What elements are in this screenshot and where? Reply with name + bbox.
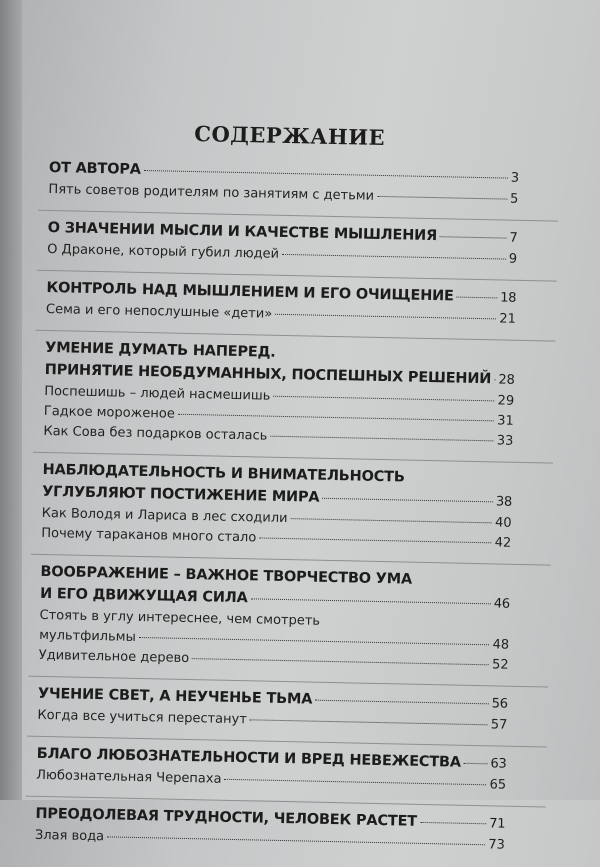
page-number: 21 bbox=[499, 311, 517, 327]
toc-section bbox=[36, 743, 507, 796]
toc-entry: Пять советов родителям по занятиям с детьми bbox=[48, 181, 375, 204]
page-number: 28 bbox=[498, 372, 515, 388]
page-number: 3 bbox=[510, 170, 519, 186]
book-binding-shadow bbox=[0, 0, 22, 800]
toc-entry: Как Сова без подарков осталась bbox=[43, 423, 268, 444]
page-number: 57 bbox=[490, 717, 508, 733]
dot-leader bbox=[291, 518, 493, 523]
page-title: СОДЕРЖАНИЕ bbox=[194, 121, 386, 151]
page-number: 73 bbox=[488, 837, 506, 853]
toc-entry: Злая вода bbox=[34, 827, 105, 845]
toc-entry: Как Володя и Лариса в лес сходили bbox=[41, 505, 288, 527]
toc-entry-continued: мультфильмы bbox=[39, 627, 136, 645]
toc-entry: Любознательная Черепаха bbox=[36, 767, 222, 787]
page-number: 38 bbox=[495, 494, 513, 510]
dot-leader bbox=[250, 719, 488, 725]
page-number: 31 bbox=[497, 413, 514, 429]
dot-leader bbox=[144, 170, 508, 179]
toc-heading: ОТ АВТОРА bbox=[48, 159, 141, 178]
page-number: 5 bbox=[509, 191, 519, 207]
dot-leader bbox=[139, 637, 490, 645]
dot-leader bbox=[457, 297, 497, 299]
dot-leader bbox=[377, 196, 507, 200]
page-number: 48 bbox=[492, 637, 510, 653]
dot-leader bbox=[270, 436, 493, 442]
page-number: 42 bbox=[494, 535, 512, 551]
toc-heading: НАБЛЮДАТЕЛЬНОСТЬ И ВНИМАТЕЛЬНОСТЬ bbox=[42, 461, 405, 486]
page-number: 7 bbox=[509, 230, 518, 246]
page-number: 9 bbox=[508, 251, 518, 267]
toc-heading-continued: И ЕГО ДВИЖУЩАЯ СИЛА bbox=[39, 585, 248, 607]
dot-leader bbox=[420, 822, 486, 824]
toc-heading: БЛАГО ЛЮБОЗНАТЕЛЬНОСТИ И ВРЕД НЕВЕЖЕСТВА bbox=[36, 745, 462, 771]
toc-section bbox=[35, 803, 506, 856]
page-number: 71 bbox=[489, 816, 506, 832]
toc-heading: О ЗНАЧЕНИИ МЫСЛИ И КАЧЕСТВЕ МЫШЛЕНИЯ bbox=[47, 219, 438, 245]
dot-leader bbox=[259, 537, 491, 543]
toc-section bbox=[47, 217, 518, 270]
page-number: 52 bbox=[491, 657, 509, 673]
toc-entry: Почему тараканов много стало bbox=[41, 525, 257, 546]
toc-entry: Сема и его непослушные «дети» bbox=[45, 301, 273, 322]
toc-section bbox=[43, 337, 515, 452]
dot-leader bbox=[494, 379, 495, 380]
toc-entry: Гадкое мороженое bbox=[43, 403, 175, 422]
toc-entry: Поспешишь – людей насмешишь bbox=[44, 383, 271, 404]
page-number: 46 bbox=[493, 596, 511, 612]
toc-entry: Удивительное дерево bbox=[38, 647, 190, 667]
dot-leader bbox=[107, 836, 485, 845]
toc-heading: ПРЕОДОЛЕВАЯ ТРУДНОСТИ, ЧЕЛОВЕК РАСТЕТ bbox=[35, 805, 418, 830]
toc-section bbox=[41, 459, 513, 554]
toc-section bbox=[46, 277, 517, 330]
toc-section bbox=[37, 683, 508, 736]
toc-section bbox=[39, 561, 511, 676]
page-number: 18 bbox=[500, 290, 517, 306]
dot-leader bbox=[440, 236, 507, 238]
toc-entry: Когда все учиться перестанут bbox=[37, 707, 248, 728]
toc-heading-continued: УГЛУБЛЯЮТ ПОСТИЖЕНИЕ МИРА bbox=[41, 483, 320, 506]
dot-leader bbox=[275, 314, 496, 320]
dot-leader bbox=[178, 414, 494, 422]
toc-heading: УЧЕНИЕ СВЕТ, А НЕУЧЕНЬЕ ТЬМА bbox=[37, 685, 313, 708]
dot-leader bbox=[464, 763, 488, 764]
dot-leader bbox=[225, 779, 487, 785]
dot-leader bbox=[322, 498, 493, 503]
page-number: 29 bbox=[497, 393, 515, 409]
toc-heading-continued: ПРИНЯТИЕ НЕОБДУМАННЫХ, ПОСПЕШНЫХ РЕШЕНИЙ bbox=[44, 361, 492, 388]
page-number: 33 bbox=[496, 433, 514, 449]
dot-leader bbox=[315, 700, 488, 705]
dot-leader bbox=[251, 598, 491, 604]
toc-entry: О Драконе, который губил людей bbox=[47, 241, 280, 262]
toc-heading: КОНТРОЛЬ НАД МЫШЛЕНИЕМ И ЕГО ОЧИЩЕНИЕ bbox=[46, 279, 454, 305]
page-number: 65 bbox=[489, 777, 507, 793]
toc-section bbox=[48, 157, 519, 210]
toc-heading: ВООБРАЖЕНИЕ – ВАЖНОЕ ТВОРЧЕСТВО УМА bbox=[40, 563, 413, 588]
dot-leader bbox=[273, 396, 494, 402]
page-number: 56 bbox=[491, 696, 508, 712]
dot-leader bbox=[192, 658, 489, 665]
toc-entry: Стоять в углу интереснее, чем смотреть bbox=[39, 607, 321, 629]
toc-heading: УМЕНИЕ ДУМАТЬ НАПЕРЕД. bbox=[45, 339, 276, 361]
table-of-contents bbox=[35, 118, 520, 866]
page-number: 40 bbox=[494, 515, 512, 531]
page-number: 63 bbox=[490, 756, 507, 772]
dot-leader bbox=[282, 254, 506, 260]
